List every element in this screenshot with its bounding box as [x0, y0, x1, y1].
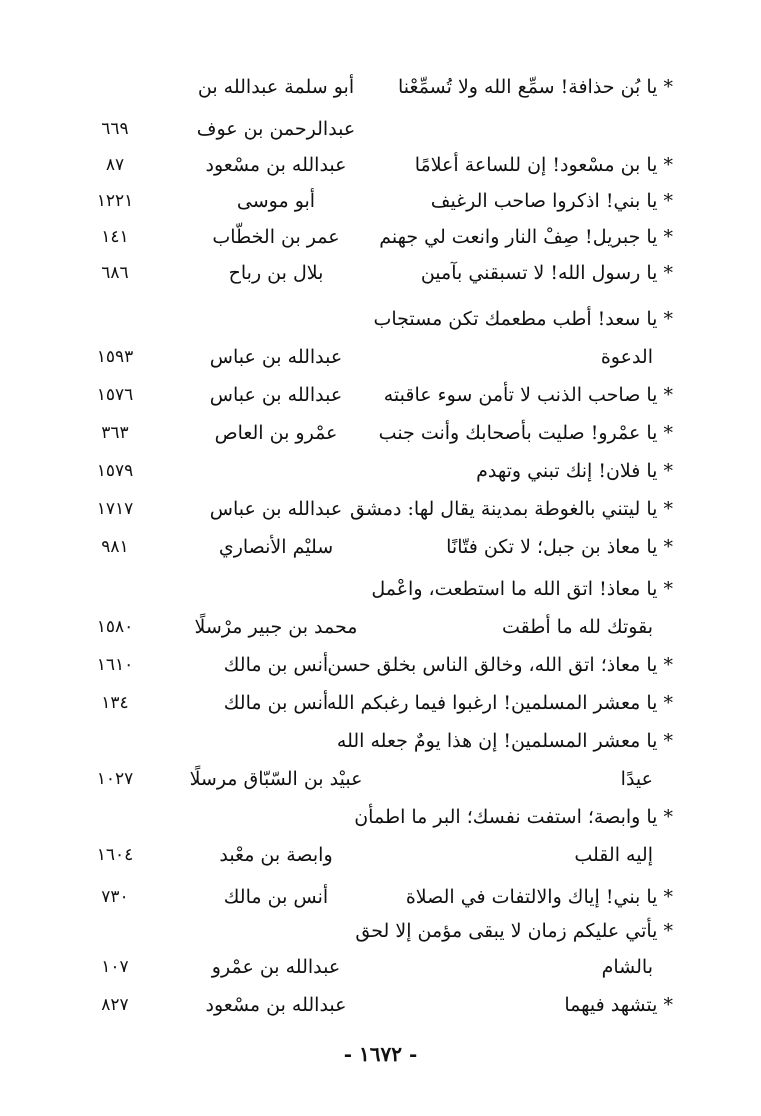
- hadith-text: * يتشهد فيهما: [564, 994, 673, 1016]
- hadith-number: ١٦١٠: [96, 655, 134, 675]
- narrator-name: عبدالله بن عباس: [209, 498, 343, 520]
- hadith-text: * يا معاذ! اتق الله ما استطعت، واعْمل: [371, 578, 673, 600]
- hadith-text: * يا بُن حذافة! سمِّع الله ولا تُسمِّعْنا: [398, 76, 673, 98]
- hadith-text: * يا بني! إياك والالتفات في الصلاة: [405, 886, 673, 908]
- narrator-name: أنس بن مالك: [223, 886, 329, 908]
- hadith-text: * يا ليتني بالغوطة بمدينة يقال لها: دمشق: [350, 498, 673, 520]
- hadith-text: * يا وابصة؛ استفت نفسك؛ البر ما اطمأن: [354, 806, 673, 828]
- hadith-text: * يا عمْرو! صليت بأصحابك وأنت جنب: [378, 422, 673, 444]
- narrator-name: [186, 916, 366, 946]
- narrator-name: [186, 574, 366, 604]
- page-number: - ١٦٧٢ -: [343, 1042, 418, 1066]
- narrator-name: سليْم الأنصاري: [218, 536, 334, 558]
- hadith-text: * يا جبريل! صِفْ النار وانعت لي جهنم: [379, 226, 673, 248]
- hadith-number: ١٣٤: [101, 693, 129, 713]
- narrator-name: عبدالله بن عمْرو: [211, 956, 341, 978]
- narrator-name: بلال بن رباح: [228, 262, 324, 284]
- hadith-text: * يا معاذ بن جبل؛ لا تكن فتّانًا: [446, 536, 673, 558]
- narrator-name: عمْرو بن العاص: [214, 422, 338, 444]
- narrator-name: [186, 726, 366, 756]
- hadith-text: * يا صاحب الذنب لا تأمن سوء عاقبته: [383, 384, 673, 406]
- narrator-name: عبيْد بن السّبّاق مرسلًا: [189, 768, 363, 790]
- hadith-text: * يا سعد! أطب مطعمك تكن مستجاب: [373, 308, 673, 330]
- hadith-text: * يا رسول الله! لا تسبقني بآمين: [420, 262, 673, 284]
- hadith-text: الدعوة: [600, 346, 653, 368]
- narrator-name: [186, 304, 366, 334]
- hadith-number: ١٥٩٣: [96, 347, 134, 367]
- narrator-name: عبدالله بن عباس: [209, 346, 343, 368]
- hadith-number: [70, 72, 160, 102]
- hadith-number: ١٥٨٠: [96, 617, 134, 637]
- narrator-name: [186, 456, 366, 486]
- hadith-number: [70, 726, 160, 756]
- hadith-text: عيدًا: [620, 768, 653, 790]
- hadith-text: * يأتي عليكم زمان لا يبقى مؤمن إلا لحق: [355, 920, 673, 942]
- narrator-name: وابصة بن معْبد: [219, 844, 333, 866]
- hadith-text: * يا بني! اذكروا صاحب الرغيف: [430, 190, 673, 212]
- hadith-number: ١٢٢١: [96, 191, 134, 211]
- hadith-number: ١٤١: [101, 227, 129, 247]
- narrator-name: [186, 802, 366, 832]
- hadith-text: إليه القلب: [574, 844, 653, 866]
- hadith-number: [70, 916, 160, 946]
- narrator-name: عبدالله بن مسْعود: [205, 154, 347, 176]
- hadith-text: بقوتك لله ما أطقت: [501, 616, 653, 638]
- hadith-number: [70, 304, 160, 334]
- hadith-text: * يا معاذ؛ اتق الله، وخالق الناس بخلق حسن: [327, 654, 673, 676]
- hadith-number: ٨٢٧: [101, 995, 129, 1015]
- narrator-name: أنس بن مالك: [223, 692, 329, 714]
- hadith-text: * يا فلان! إنك تبني وتهدم: [476, 460, 673, 482]
- hadith-number: [70, 802, 160, 832]
- hadith-text: بالشام: [601, 956, 653, 978]
- narrator-name: أبو سلمة عبدالله بن: [197, 76, 355, 98]
- hadith-number: ٣٦٣: [101, 423, 129, 443]
- hadith-number: ٧٣٠: [101, 887, 129, 907]
- hadith-number: ١٥٧٦: [96, 385, 134, 405]
- narrator-name: أنس بن مالك: [223, 654, 329, 676]
- narrator-name: عبدالله بن مسْعود: [205, 994, 347, 1016]
- hadith-number: [70, 574, 160, 604]
- narrator-name: أبو موسى: [236, 190, 316, 212]
- hadith-number: ١٠٧: [101, 957, 129, 977]
- hadith-text: * يا معشر المسلمين! ارغبوا فيما رغبكم الله: [326, 692, 673, 714]
- narrator-name: عبدالله بن عباس: [209, 384, 343, 406]
- hadith-number: ٦٦٩: [101, 119, 129, 139]
- hadith-number: ٨٧: [105, 155, 125, 175]
- hadith-text: [373, 114, 673, 144]
- hadith-number: ١٠٢٧: [96, 769, 134, 789]
- narrator-name: محمد بن جبير مرْسلًا: [194, 616, 358, 638]
- hadith-text: * يا بن مسْعود! إن للساعة أعلامًا: [414, 154, 673, 176]
- hadith-number: ١٦٠٤: [96, 845, 134, 865]
- hadith-text: * يا معشر المسلمين! إن هذا يومٌ جعله الله: [336, 730, 673, 752]
- hadith-number: ١٥٧٩: [96, 461, 134, 481]
- hadith-number: ٩٨١: [101, 537, 129, 557]
- narrator-name: عمر بن الخطّاب: [212, 226, 340, 248]
- hadith-number: ٦٨٦: [101, 263, 129, 283]
- narrator-name: عبدالرحمن بن عوف: [196, 118, 356, 140]
- hadith-number: ١٧١٧: [96, 499, 134, 519]
